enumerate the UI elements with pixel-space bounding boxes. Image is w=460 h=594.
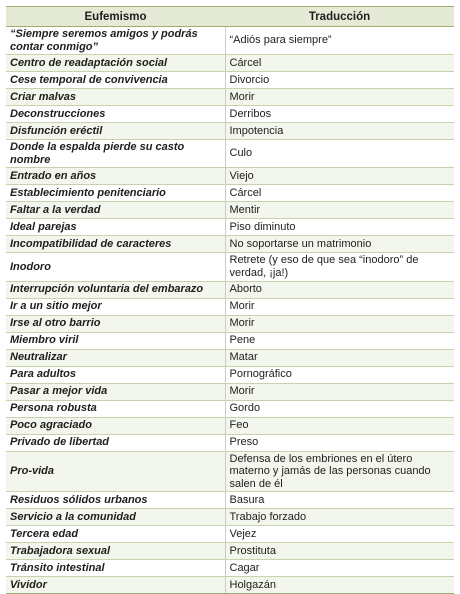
- eufemismo-cell: Ideal parejas: [6, 219, 225, 236]
- eufemismo-cell: Incompatibilidad de caracteres: [6, 236, 225, 253]
- eufemismo-cell: “Siempre seremos amigos y podrás contar conmigo”: [6, 27, 225, 55]
- table-row: [6, 140, 454, 168]
- traduccion-cell: Derribos: [225, 106, 454, 123]
- traduccion-cell: Viejo: [225, 168, 454, 185]
- traduccion-cell: Piso diminuto: [225, 219, 454, 236]
- eufemismo-cell: Interrupción voluntaria del embarazo: [6, 281, 225, 298]
- traduccion-cell: No soportarse un matrimonio: [225, 236, 454, 253]
- eufemismo-cell: Tránsito intestinal: [6, 560, 225, 577]
- table-row: [6, 543, 454, 560]
- eufemismo-cell: Pasar a mejor vida: [6, 383, 225, 400]
- traduccion-cell: Aborto: [225, 281, 454, 298]
- traduccion-cell: Pornográfico: [225, 366, 454, 383]
- table-row: [6, 366, 454, 383]
- traduccion-cell: Divorcio: [225, 72, 454, 89]
- eufemismo-cell: Ir a un sitio mejor: [6, 298, 225, 315]
- table-row: [6, 185, 454, 202]
- traduccion-cell: Gordo: [225, 400, 454, 417]
- eufemismo-cell: Trabajadora sexual: [6, 543, 225, 560]
- table-row: [6, 89, 454, 106]
- table-row: [6, 123, 454, 140]
- table-row: [6, 253, 454, 281]
- traduccion-cell: Morir: [225, 89, 454, 106]
- traduccion-cell: Cárcel: [225, 185, 454, 202]
- table-row: [6, 577, 454, 594]
- table-row: [6, 400, 454, 417]
- euphemism-table: [6, 6, 454, 594]
- table-row: [6, 168, 454, 185]
- eufemismo-cell: Miembro viril: [6, 332, 225, 349]
- eufemismo-cell: Servicio a la comunidad: [6, 509, 225, 526]
- table-row: [6, 492, 454, 509]
- traduccion-cell: Morir: [225, 315, 454, 332]
- table-row: [6, 55, 454, 72]
- traduccion-cell: Holgazán: [225, 577, 454, 594]
- traduccion-cell: Morir: [225, 298, 454, 315]
- traduccion-cell: Cárcel: [225, 55, 454, 72]
- traduccion-cell: Pene: [225, 332, 454, 349]
- table-row: [6, 106, 454, 123]
- traduccion-cell: Morir: [225, 383, 454, 400]
- header-row: [6, 7, 454, 27]
- euphemism-table-container: [6, 6, 454, 594]
- table-row: [6, 526, 454, 543]
- eufemismo-cell: Establecimiento penitenciario: [6, 185, 225, 202]
- table-row: [6, 417, 454, 434]
- eufemismo-cell: Residuos sólidos urbanos: [6, 492, 225, 509]
- table-row: [6, 349, 454, 366]
- eufemismo-cell: Criar malvas: [6, 89, 225, 106]
- eufemismo-cell: Vividor: [6, 577, 225, 594]
- eufemismo-cell: Neutralizar: [6, 349, 225, 366]
- table-row: [6, 434, 454, 451]
- table-row: [6, 281, 454, 298]
- eufemismo-cell: Faltar a la verdad: [6, 202, 225, 219]
- table-row: [6, 298, 454, 315]
- table-row: [6, 219, 454, 236]
- table-row: [6, 560, 454, 577]
- table-row: [6, 236, 454, 253]
- eufemismo-cell: Poco agraciado: [6, 417, 225, 434]
- eufemismo-cell: Cese temporal de convivencia: [6, 72, 225, 89]
- eufemismo-cell: Para adultos: [6, 366, 225, 383]
- traduccion-cell: Preso: [225, 434, 454, 451]
- traduccion-cell: Defensa de los embriones en el útero materno y jamás de las personas cuando salen de él: [225, 451, 454, 492]
- traduccion-cell: Retrete (y eso de que sea “inodoro” de verdad, ¡ja!): [225, 253, 454, 281]
- eufemismo-cell: Deconstrucciones: [6, 106, 225, 123]
- traduccion-cell: Cagar: [225, 560, 454, 577]
- eufemismo-cell: Donde la espalda pierde su casto nombre: [6, 140, 225, 168]
- eufemismo-cell: Centro de readaptación social: [6, 55, 225, 72]
- table-row: [6, 383, 454, 400]
- column-header-eufemismo: Eufemismo: [6, 7, 225, 27]
- traduccion-cell: “Adiós para siempre”: [225, 27, 454, 55]
- eufemismo-cell: Entrado en años: [6, 168, 225, 185]
- table-row: [6, 72, 454, 89]
- traduccion-cell: Matar: [225, 349, 454, 366]
- traduccion-cell: Feo: [225, 417, 454, 434]
- column-header-traduccion: Traducción: [225, 7, 454, 27]
- table-body: [6, 27, 454, 594]
- eufemismo-cell: Tercera edad: [6, 526, 225, 543]
- table-row: [6, 202, 454, 219]
- eufemismo-cell: Persona robusta: [6, 400, 225, 417]
- table-row: [6, 509, 454, 526]
- eufemismo-cell: Privado de libertad: [6, 434, 225, 451]
- traduccion-cell: Mentir: [225, 202, 454, 219]
- eufemismo-cell: Irse al otro barrio: [6, 315, 225, 332]
- table-row: [6, 332, 454, 349]
- traduccion-cell: Impotencia: [225, 123, 454, 140]
- traduccion-cell: Vejez: [225, 526, 454, 543]
- table-row: [6, 451, 454, 492]
- eufemismo-cell: Inodoro: [6, 253, 225, 281]
- eufemismo-cell: Disfunción eréctil: [6, 123, 225, 140]
- traduccion-cell: Culo: [225, 140, 454, 168]
- eufemismo-cell: Pro-vida: [6, 451, 225, 492]
- traduccion-cell: Trabajo forzado: [225, 509, 454, 526]
- traduccion-cell: Prostituta: [225, 543, 454, 560]
- table-row: [6, 315, 454, 332]
- table-row: [6, 27, 454, 55]
- traduccion-cell: Basura: [225, 492, 454, 509]
